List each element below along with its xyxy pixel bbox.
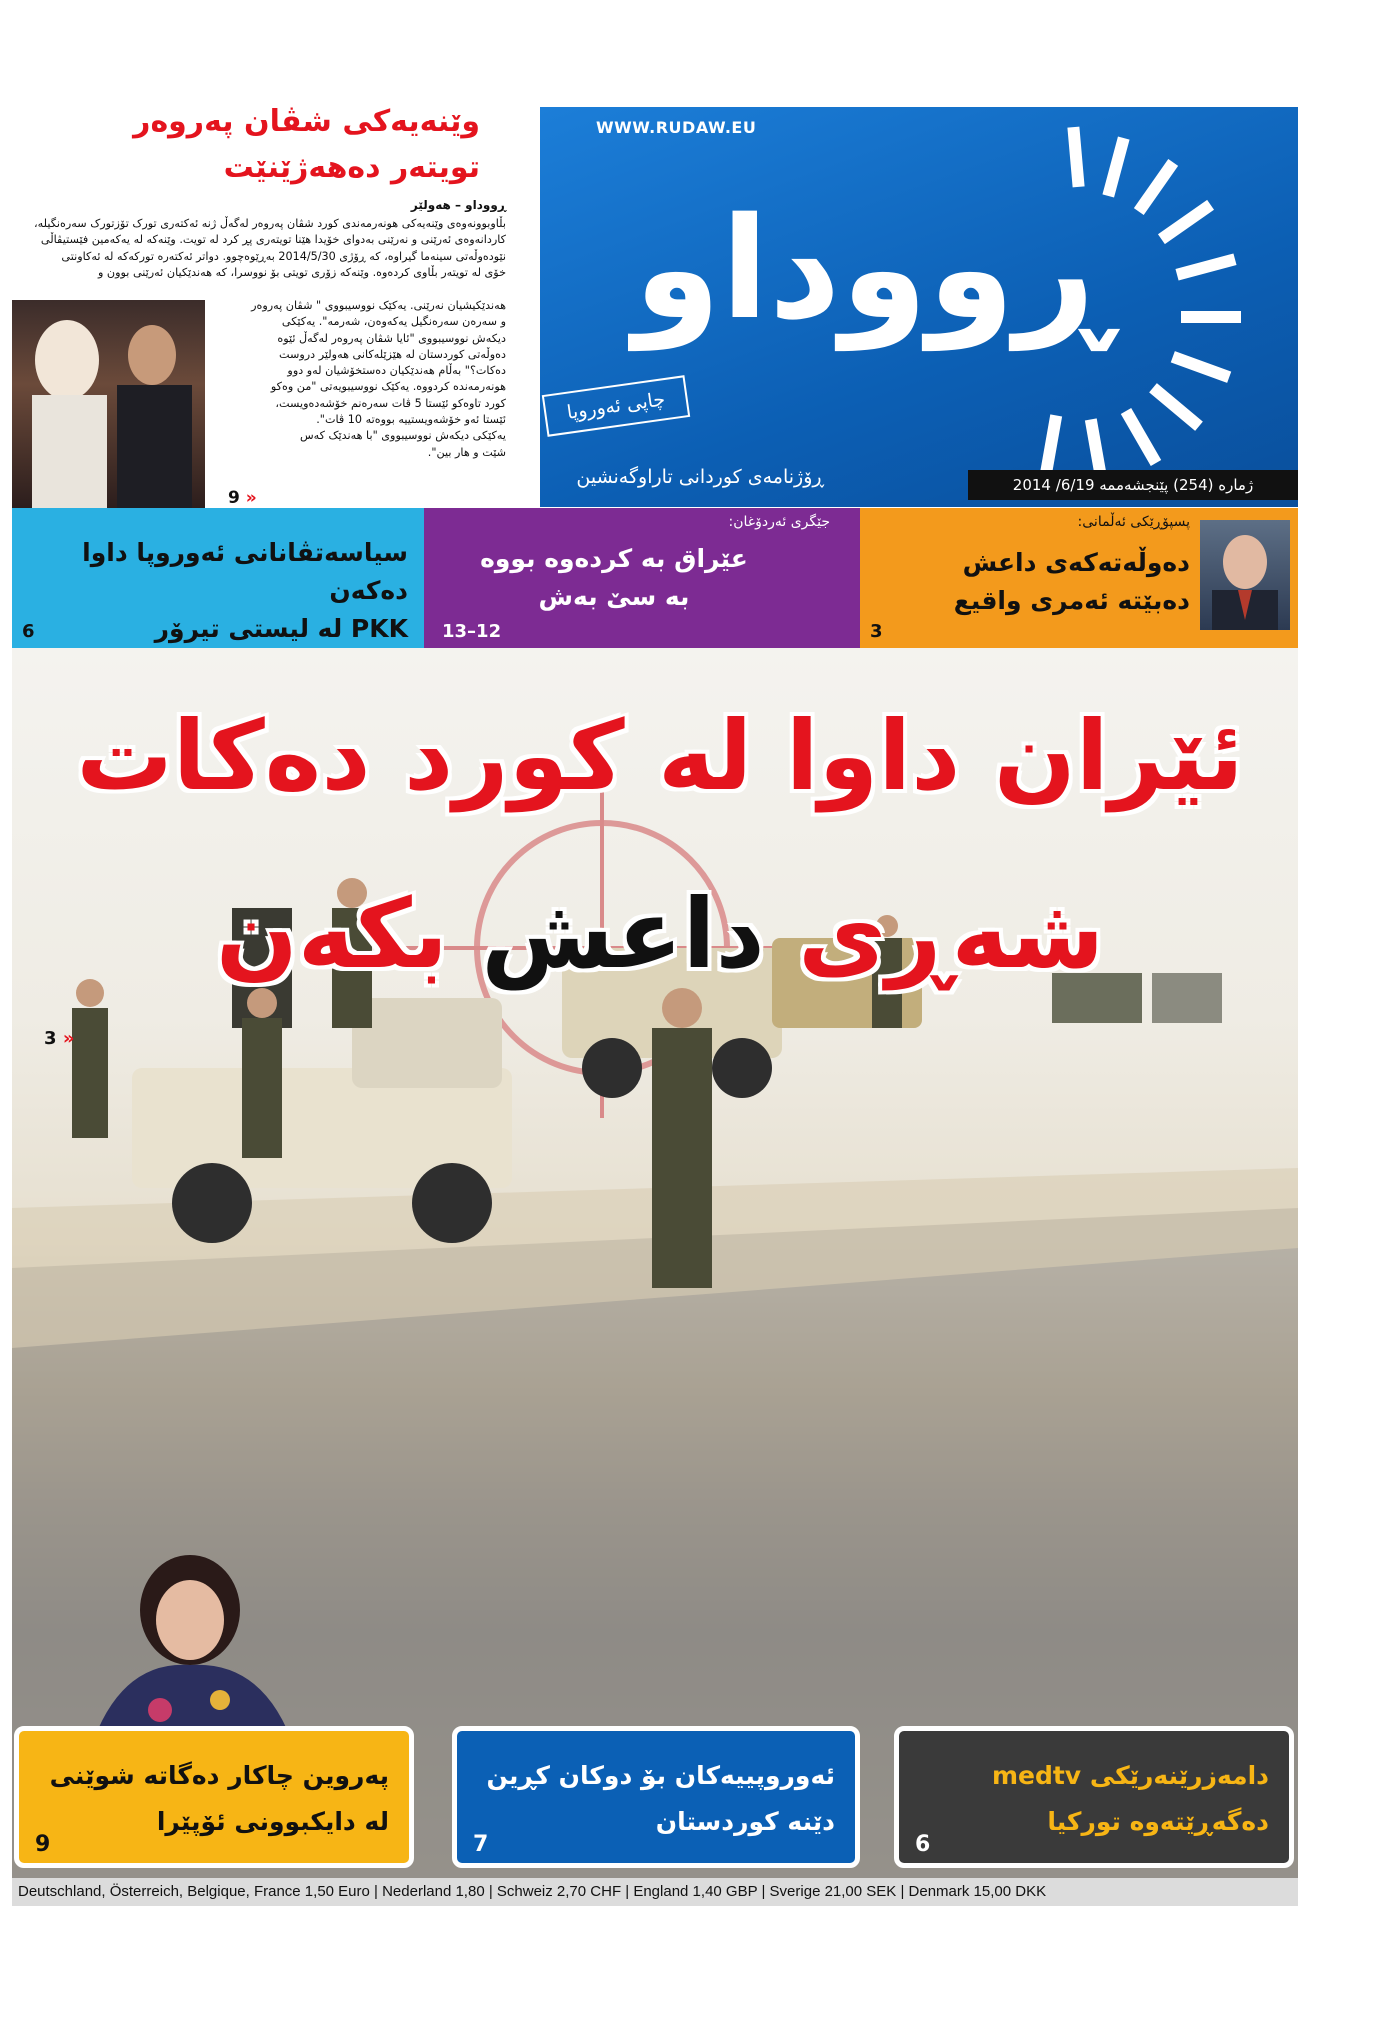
bottom-line: پەروین چاکار دەگاتە شوێنی xyxy=(49,1761,389,1790)
bottom-line: لە دایکبوونی ئۆپێرا xyxy=(156,1807,389,1836)
main-headline-line-1: ئێران داوا لە کورد دەکات xyxy=(76,700,1244,812)
body-line: نێودەوڵەتی سینەما گیراوە، کە ڕۆژی 2014/5/30 بەڕێوەچوو. دواتر ئەکتەرە تورکەکە لە ئەکاونتی xyxy=(61,249,506,263)
bottom-line: ئەوروپییەکان بۆ دوکان کڕین xyxy=(486,1761,835,1790)
strip-item-pkk xyxy=(12,508,424,648)
left-article-title-2: تویتەر دەهەژێنێت xyxy=(223,150,480,185)
headline-word-daash: داعش xyxy=(481,878,765,990)
strip-line: دەبێتە ئەمری واقیع xyxy=(953,586,1190,615)
body-line: و سەرەن سەرەنگیل یەکەوەن، شەرمە". یەکێکی xyxy=(281,315,506,329)
main-headline-line-2 xyxy=(60,878,1260,990)
bottom-box-headline xyxy=(465,1753,835,1845)
singer-portrait-icon xyxy=(50,1550,310,1750)
expert-portrait xyxy=(1200,520,1290,630)
strip-page-number: 3 xyxy=(870,621,883,642)
left-article-byline: ڕووداو – هەولێر xyxy=(410,198,506,212)
shivan-perwer-photo xyxy=(12,300,205,510)
page-number: 3 xyxy=(44,1028,57,1049)
issue-dateline: ژمارە (254) پێنجشەممە 6/19/ 2014 xyxy=(968,470,1298,500)
strip-item-daash-state xyxy=(860,508,1298,648)
bottom-box-headline xyxy=(19,1753,389,1845)
strip-line: سیاسەتڤانانی ئەوروپا داوا دەکەن xyxy=(82,538,408,605)
body-line: هەندێکیشیان نەرێنی. یەکێک نووسیبووی " شڤان پەروەر xyxy=(251,299,506,312)
bottom-line: دێنە کوردستان xyxy=(655,1807,835,1836)
strip-headline xyxy=(890,544,1190,620)
price-bar: Deutschland, Österreich, Belgique, France 1,50 Euro | Nederland 1,80 | Schweiz 2,70 CHF | England 1,40 GBP | Sverige 21,00 SEK | Denmark 15,00 DKK xyxy=(12,1878,1298,1906)
tagline: ڕۆژنامەی کوردانی تاراوگەنشین xyxy=(576,466,824,488)
strip-line: PKK لە لیستی تیرۆر xyxy=(154,614,408,643)
strip-item-iraq xyxy=(424,508,860,648)
left-article-body-wide xyxy=(12,216,506,281)
body-line: هونەرمەندە کردووە. یەکێک نووسیبویەتی "من وەکو xyxy=(270,380,506,394)
body-line: دەکات؟" بەڵام هەندێکیان دەستخۆشیان لەو دوو xyxy=(287,364,506,378)
website-url: WWW.RUDAW.EU xyxy=(596,118,757,137)
strip-line: دەوڵەتەکەی داعش xyxy=(962,548,1190,577)
body-line: دەوڵەتی کوردستان لە هێزێلەکانی هەولێر دروست xyxy=(279,347,506,361)
body-line: یەکێکی دیکەش نووسیبووی "با هەندێک کەس xyxy=(299,429,506,443)
left-article-page-ref xyxy=(228,488,257,508)
headline-page-ref xyxy=(44,1028,74,1049)
headline-word: شەڕی xyxy=(798,878,1105,990)
left-article-body-narrow xyxy=(212,298,506,461)
bottom-line: دەگەڕێتەوە تورکیا xyxy=(1047,1807,1269,1836)
body-line: خۆی لە تویتەر بڵاوی کردەوە. وێنەکە زۆری تویتی بۆ نووسرا، کە هەندێکیان ئەرێنی بوون و xyxy=(97,265,506,279)
strip-kicker: پسپۆڕێکی ئەڵمانی: xyxy=(1077,514,1190,530)
body-line: شێت و هار بین". xyxy=(427,445,506,459)
bottom-box-europeans xyxy=(452,1726,860,1868)
strip-line: عێراق بە کردەوە بووە xyxy=(480,544,748,573)
left-article-title-1: وێنەیەکی شڤان پەروەر xyxy=(133,104,480,139)
bottom-box-page: 7 xyxy=(473,1832,489,1857)
page-number: 9 xyxy=(228,488,240,508)
bottom-box-medtv xyxy=(894,1726,1294,1868)
newspaper-logo: ڕووداو xyxy=(633,188,1110,351)
body-line: ئێستا ئەو خۆشەویستییە بووەتە 10 ڤات". xyxy=(316,413,506,427)
double-chevron-icon: » xyxy=(245,488,257,508)
bottom-box-headline xyxy=(899,1753,1269,1845)
strip-line: بە سێ بەش xyxy=(538,582,690,611)
double-chevron-icon: » xyxy=(62,1028,75,1049)
headline-word: بکەن xyxy=(215,878,448,990)
body-line: کاردانەوەی ئەرێنی و نەرێنی بەدوای خۆیدا هێنا تویتەری پڕ کرد لە تویت. وێنەکە لە یەکەمین فێستیڤاڵی xyxy=(40,233,506,247)
strip-page-number: 6 xyxy=(22,621,35,642)
strip-page-number: 13–12 xyxy=(442,621,502,642)
person-portrait-icon xyxy=(1200,520,1290,630)
edition-label: چاپی ئەوروپا xyxy=(542,375,690,437)
bottom-box-parwin xyxy=(14,1726,414,1868)
strip-headline xyxy=(444,540,784,616)
bottom-box-page: 9 xyxy=(35,1832,51,1857)
strip-kicker: جێگری ئەردۆغان: xyxy=(728,514,830,530)
bottom-box-page: 6 xyxy=(915,1832,931,1857)
people-photo-icon xyxy=(12,300,205,510)
body-line: دیکەش نووسیبووی "ئایا شڤان پەروەر لەگەڵ ئێوە xyxy=(277,331,506,345)
body-line: کورد تاوەکو ئێستا 5 ڤات سەرەنم خۆشەدەویست، xyxy=(275,396,506,410)
bottom-line: دامەزرێنەرێکی medtv xyxy=(991,1761,1269,1790)
body-line: بڵاوبوونەوەی وێنەیەکی هونەرمەندی کورد شڤان پەروەر لەگەڵ ژنە ئەکتەری تورک تۆزتورک سەرەنگیلە، xyxy=(34,217,506,230)
parwin-chakar-photo xyxy=(50,1550,310,1750)
